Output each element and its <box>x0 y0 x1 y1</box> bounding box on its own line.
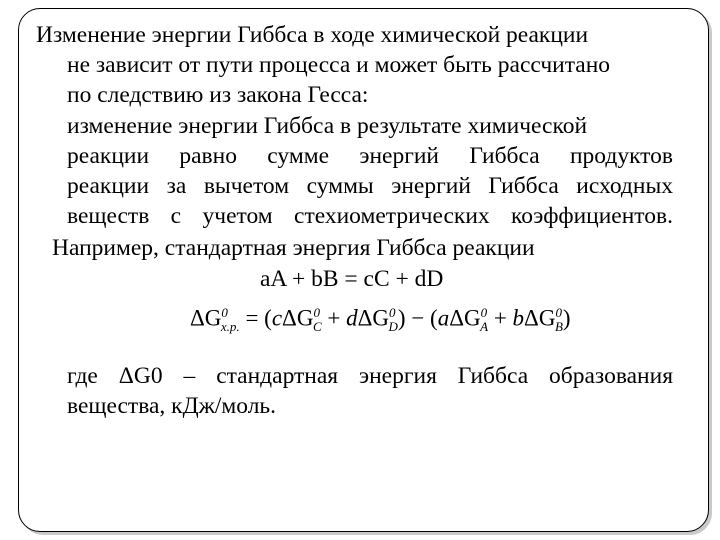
formula-coef-a: a <box>437 305 450 331</box>
formula-coef-b: b <box>512 305 525 331</box>
formula-sup-d: 0 <box>389 305 396 320</box>
paragraph2-line4: веществ с учетом стехиометрических коэффициентов. <box>67 203 673 229</box>
formula-sub-b: B <box>554 319 563 335</box>
paragraph2-line2: реакции равно сумме энергий Гиббса продуктов <box>67 143 673 169</box>
formula-dg-d: ΔG <box>357 305 390 331</box>
example-intro: Например, стандартная энергия Гиббса реакции <box>52 235 535 261</box>
formula-eq: = ( <box>239 305 272 331</box>
formula-sup-b: 0 <box>555 305 562 320</box>
formula-minus: ) − ( <box>397 305 438 331</box>
formula-sup-c: 0 <box>313 305 320 320</box>
paragraph1-line3: по следствию из закона Гесса: <box>67 82 369 108</box>
formula-sub-d: D <box>388 319 398 335</box>
formula-lhs: ΔG <box>190 305 222 331</box>
formula-sub-c: C <box>312 319 322 335</box>
definition-line1: где ΔG0 – стандартная энергия Гиббса образования <box>67 363 673 389</box>
formula-plus1: + <box>321 305 347 331</box>
formula-coef-c: c <box>271 305 283 331</box>
gibbs-formula <box>190 305 571 335</box>
paragraph2-line3: реакции за вычетом суммы энергий Гиббса исходных <box>67 173 673 199</box>
formula-plus2: + <box>488 305 513 331</box>
formula-coef-d: d <box>346 305 358 331</box>
paragraph1-line1: Изменение энергии Гиббса в ходе химической реакции <box>36 22 589 48</box>
paragraph2-line1: изменение энергии Гиббса в результате химической <box>67 113 588 139</box>
formula-sup-a: 0 <box>480 305 488 320</box>
formula-sub-a: A <box>480 319 489 335</box>
formula-lhs-sub: х.р. <box>220 319 240 335</box>
formula-dg-b: ΔG <box>524 305 556 331</box>
formula-close: ) <box>562 305 571 331</box>
formula-dg-c: ΔG <box>282 305 314 331</box>
formula-lhs-sup: 0 <box>221 305 228 320</box>
reaction-equation: aA + bB = cC + dD <box>260 266 444 292</box>
formula-dg-a: ΔG <box>449 305 481 331</box>
definition-line2: вещества, кДж/моль. <box>67 393 277 419</box>
paragraph1-line2: не зависит от пути процесса и может быть рассчитано <box>67 52 611 78</box>
